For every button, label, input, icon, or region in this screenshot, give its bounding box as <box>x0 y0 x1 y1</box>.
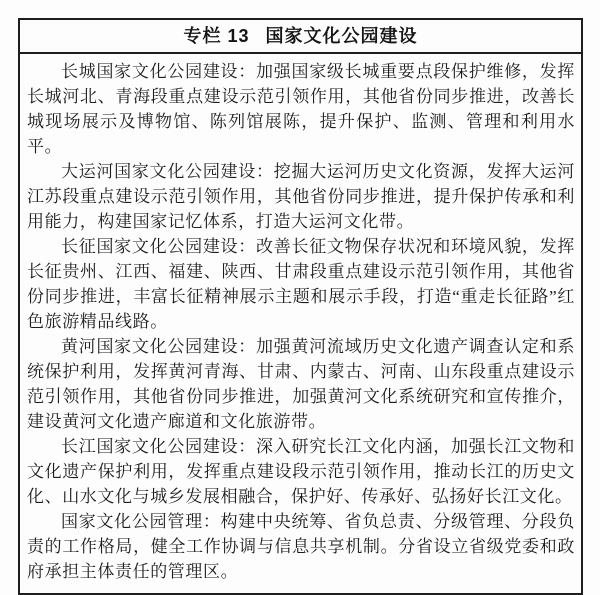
column-title-text: 国家文化公园建设 <box>265 26 418 46</box>
column-number: 专栏 13 <box>183 26 250 46</box>
paragraph-yangtze-river: 长江国家文化公园建设：深入研究长江文化内涵，加强长江文物和文化遗产保护利用，发挥重点建设段示范引领作用，推动长江的历史文化、山水文化与城乡发展相融合，保护好、传承好、弘扬好长江文化。 <box>27 437 575 506</box>
paragraph-park-management: 国家文化公园管理：构建中央统筹、省负总责、分级管理、分段负责的工作格局，健全工作协调与信息共享机制。分省设立省级党委和政府承担主体责任的管理区。 <box>27 512 575 581</box>
paragraph-great-wall: 长城国家文化公园建设：加强国家级长城重要点段保护维修，发挥长城河北、青海段重点建设示范引领作用，其他省份同步推进，改善长城现场展示及博物馆、陈列馆展陈，提升保护、监测、管理和利用水平。 <box>27 62 575 156</box>
paragraph-yellow-river: 黄河国家文化公园建设：加强黄河流域历史文化遗产调查认定和系统保护利用，发挥黄河青海、甘肃、内蒙古、河南、山东段重点建设示范引领作用，其他省份同步推进，加强黄河文化系统研究和宣传推介，建设黄河文化遗产廊道和文化旅游带。 <box>27 337 575 431</box>
column-box-body <box>20 54 581 593</box>
column-box-title <box>20 20 581 54</box>
paragraph-long-march: 长征国家文化公园建设：改善长征文物保存状况和环境风貌，发挥长征贵州、江西、福建、陕西、甘肃段重点建设示范引领作用，其他省份同步推进，丰富长征精神展示主题和展示手段，打造“重走长征路”红色旅游精品线路。 <box>27 237 575 331</box>
column-box <box>18 18 583 595</box>
paragraph-grand-canal: 大运河国家文化公园建设：挖掘大运河历史文化资源，发挥大运河江苏段重点建设示范引领作用，其他省份同步推进，提升保护传承和利用能力，构建国家记忆体系，打造大运河文化带。 <box>27 162 575 231</box>
